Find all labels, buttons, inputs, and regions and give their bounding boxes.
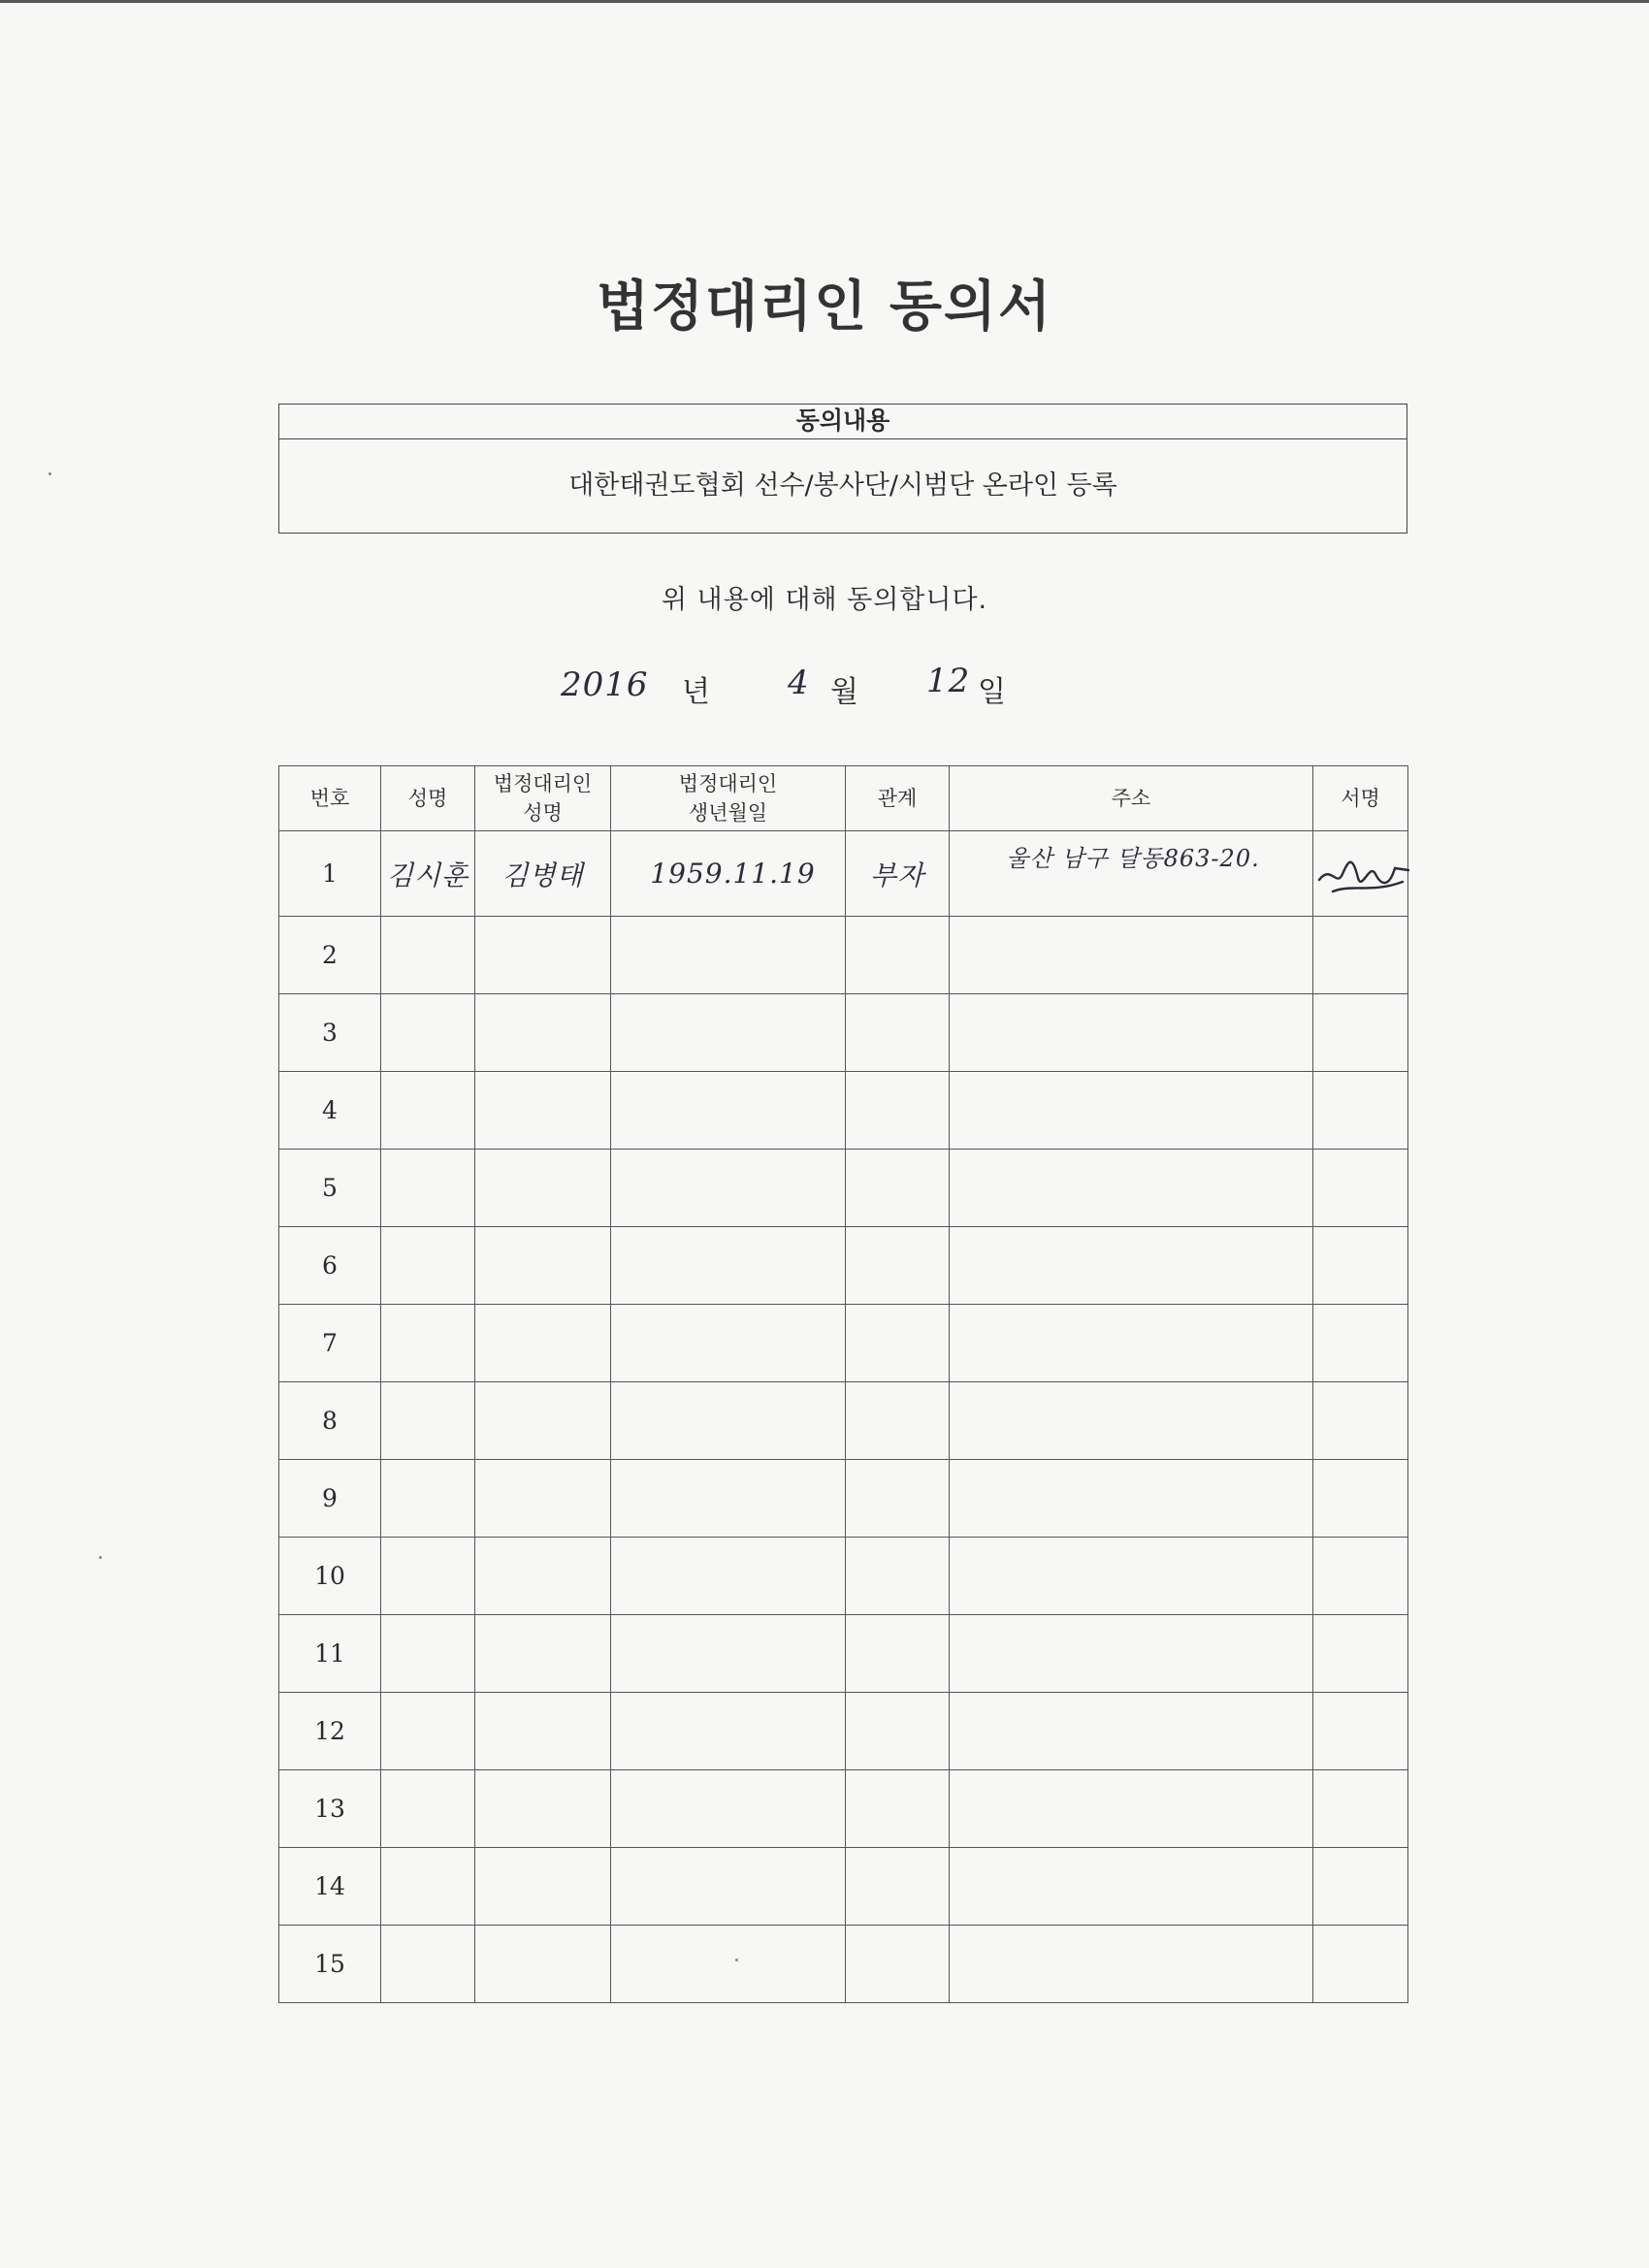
row-guardian-birth: [611, 1382, 846, 1460]
row-num: 13: [279, 1770, 381, 1848]
header-guardian-name: [475, 766, 611, 831]
row-num: 14: [279, 1848, 381, 1926]
date-day-unit: 일: [978, 675, 1006, 709]
row-relation: [846, 994, 950, 1072]
row-address: [950, 1305, 1313, 1382]
table-row: [279, 1460, 1408, 1538]
date-year: 2016: [561, 665, 649, 704]
row-name: [381, 994, 475, 1072]
row-signature: [1313, 1305, 1408, 1382]
row-relation: [846, 1615, 950, 1693]
row-num: 12: [279, 1693, 381, 1770]
row-guardian-name: [475, 994, 611, 1072]
row-signature: [1313, 1538, 1408, 1615]
row-address: [950, 994, 1313, 1072]
table-row: [279, 1150, 1408, 1227]
guardian-roster-table: [278, 765, 1408, 2003]
row-guardian-birth: [611, 917, 846, 994]
row-name: [381, 1072, 475, 1150]
row-num: 15: [279, 1926, 381, 2003]
row-relation: [846, 1693, 950, 1770]
row-signature: [1313, 1770, 1408, 1848]
row-signature: [1313, 1227, 1408, 1305]
row-num: 3: [279, 994, 381, 1072]
header-name: 성명: [381, 766, 475, 831]
consent-header: 동의내용: [279, 405, 1406, 439]
row-guardian-birth: 1959.11.19: [611, 831, 846, 917]
table-row: [279, 1770, 1408, 1848]
row-guardian-name: [475, 1770, 611, 1848]
document-title: 법정대리인 동의서: [596, 275, 1053, 339]
row-guardian-name: [475, 1848, 611, 1926]
scan-speck: [48, 472, 51, 475]
row-guardian-birth: [611, 1460, 846, 1538]
row-name: [381, 1460, 475, 1538]
row-relation: [846, 1848, 950, 1926]
row-signature: [1313, 1382, 1408, 1460]
row-name: [381, 1305, 475, 1382]
date-month-unit: 월: [830, 675, 858, 709]
row-name: [381, 1693, 475, 1770]
row-signature: [1313, 1615, 1408, 1693]
row-guardian-name: [475, 1150, 611, 1227]
row-num: 4: [279, 1072, 381, 1150]
row-guardian-birth: [611, 1848, 846, 1926]
row-name: [381, 1770, 475, 1848]
row-signature: [1313, 1150, 1408, 1227]
header-guardian-birth: [611, 766, 846, 831]
row-guardian-birth: [611, 1926, 846, 2003]
header-num: 번호: [279, 766, 381, 831]
row-relation: [846, 1227, 950, 1305]
row-signature: [1313, 831, 1408, 917]
row-guardian-name: [475, 1460, 611, 1538]
header-address: 주소: [950, 766, 1313, 831]
consent-box: [278, 404, 1407, 534]
row-relation: [846, 1150, 950, 1227]
table-row: [279, 1538, 1408, 1615]
date-month: 4: [788, 664, 810, 702]
date-day: 12: [926, 662, 971, 700]
row-num: 5: [279, 1150, 381, 1227]
row-guardian-name: [475, 1538, 611, 1615]
row-relation: [846, 1770, 950, 1848]
row-signature: [1313, 1460, 1408, 1538]
row-name: [381, 1848, 475, 1926]
row-address: [950, 1615, 1313, 1693]
row-relation: [846, 917, 950, 994]
table-row: [279, 1382, 1408, 1460]
row-signature: [1313, 1926, 1408, 2003]
row-relation: [846, 1926, 950, 2003]
row-guardian-name: [475, 1693, 611, 1770]
row-signature: [1313, 1072, 1408, 1150]
table-row: [279, 1848, 1408, 1926]
row-relation: [846, 1072, 950, 1150]
row-guardian-name: [475, 1227, 611, 1305]
row-guardian-birth: [611, 1227, 846, 1305]
row-guardian-name: [475, 1382, 611, 1460]
row-num: 9: [279, 1460, 381, 1538]
row-address: [950, 1926, 1313, 2003]
row-name: [381, 1382, 475, 1460]
row-guardian-birth: [611, 1150, 846, 1227]
consent-content: 대한태권도협회 선수/봉사단/시범단 온라인 등록: [568, 470, 1117, 501]
table-row: [279, 1693, 1408, 1770]
date-year-unit: 년: [682, 675, 710, 709]
table-row: [279, 831, 1408, 917]
row-guardian-name: 김병태: [475, 831, 611, 917]
header-signature: 서명: [1313, 766, 1408, 831]
row-guardian-birth: [611, 1770, 846, 1848]
row-num: 1: [279, 831, 381, 917]
date-line: [0, 660, 1649, 708]
row-num: 6: [279, 1227, 381, 1305]
row-address: [950, 1227, 1313, 1305]
row-address: [950, 1382, 1313, 1460]
row-address: [950, 1460, 1313, 1538]
table-row: [279, 994, 1408, 1072]
row-address: [950, 1072, 1313, 1150]
scan-edge: [0, 0, 1649, 3]
row-num: 11: [279, 1615, 381, 1693]
row-name: [381, 1926, 475, 2003]
row-guardian-birth: [611, 1305, 846, 1382]
row-signature: [1313, 994, 1408, 1072]
row-relation: [846, 1538, 950, 1615]
row-address: [950, 1848, 1313, 1926]
table-row: [279, 917, 1408, 994]
table-row: [279, 1305, 1408, 1382]
row-guardian-birth: [611, 994, 846, 1072]
scan-speck: [99, 1556, 102, 1559]
row-name: 김시훈: [381, 831, 475, 917]
row-num: 10: [279, 1538, 381, 1615]
row-guardian-birth: [611, 1693, 846, 1770]
row-relation: [846, 1305, 950, 1382]
row-address: [950, 1538, 1313, 1615]
row-num: 7: [279, 1305, 381, 1382]
row-guardian-name: [475, 1305, 611, 1382]
table-row: [279, 1926, 1408, 2003]
row-address: 울산 남구 달동863-20.: [950, 831, 1313, 917]
row-guardian-name: [475, 1926, 611, 2003]
table-row: [279, 1615, 1408, 1693]
row-name: [381, 1615, 475, 1693]
row-name: [381, 1150, 475, 1227]
row-num: 2: [279, 917, 381, 994]
row-guardian-name: [475, 1072, 611, 1150]
row-name: [381, 1538, 475, 1615]
row-guardian-name: [475, 1615, 611, 1693]
row-signature: [1313, 917, 1408, 994]
row-relation: 부자: [846, 831, 950, 917]
row-guardian-name: [475, 917, 611, 994]
row-relation: [846, 1460, 950, 1538]
row-guardian-birth: [611, 1538, 846, 1615]
header-guardian-birth-line1: 법정대리인: [678, 772, 778, 795]
row-guardian-birth: [611, 1615, 846, 1693]
header-guardian-name-line1: 법정대리인: [493, 772, 593, 795]
header-guardian-name-line2: 성명: [523, 801, 563, 825]
row-signature: [1313, 1693, 1408, 1770]
row-address: [950, 917, 1313, 994]
row-relation: [846, 1382, 950, 1460]
agreement-statement: 위 내용에 대해 동의합니다.: [661, 585, 988, 615]
row-num: 8: [279, 1382, 381, 1460]
header-relation: 관계: [846, 766, 950, 831]
handwritten-signature: [1313, 845, 1410, 903]
row-name: [381, 1227, 475, 1305]
row-signature: [1313, 1848, 1408, 1926]
table-header-row: [279, 766, 1408, 831]
header-guardian-birth-line2: 생년월일: [688, 801, 768, 825]
table-row: [279, 1072, 1408, 1150]
row-address: [950, 1150, 1313, 1227]
row-address: [950, 1770, 1313, 1848]
row-guardian-birth: [611, 1072, 846, 1150]
row-name: [381, 917, 475, 994]
table-row: [279, 1227, 1408, 1305]
row-address: [950, 1693, 1313, 1770]
